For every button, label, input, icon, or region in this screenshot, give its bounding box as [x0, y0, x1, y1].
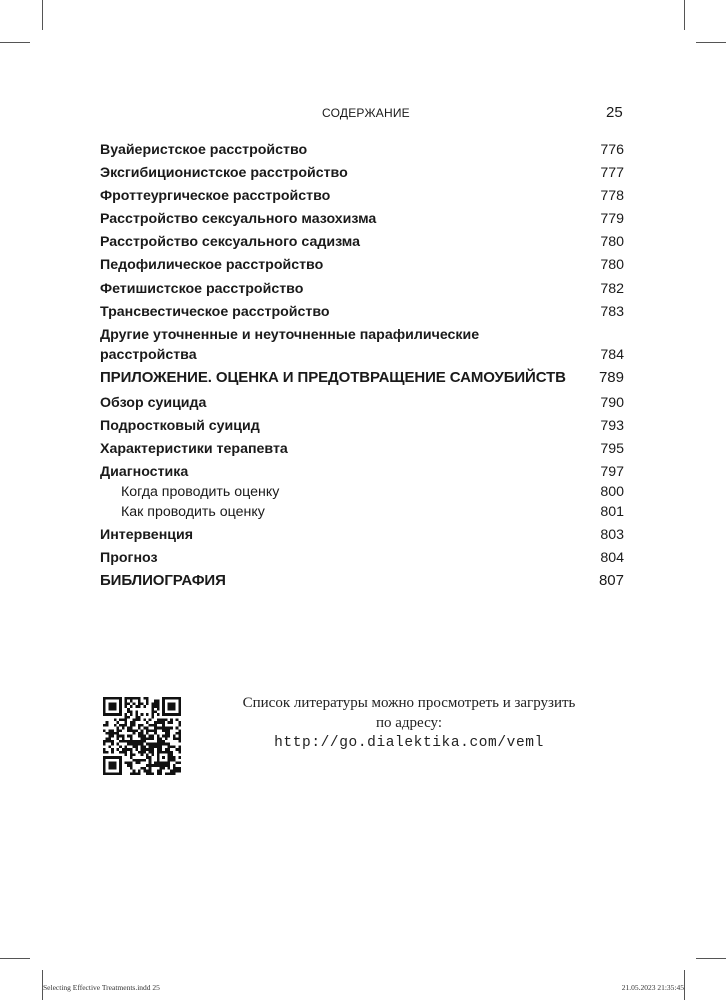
footer-timestamp: 21.05.2023 21:35:45 — [621, 983, 684, 992]
toc-entry[interactable] — [100, 416, 624, 436]
toc-entry-title: Фроттеургическое расстройство — [100, 188, 331, 205]
bibliography-note-line: по адресу: — [375, 715, 443, 731]
toc-entry[interactable] — [100, 232, 624, 252]
crop-mark — [42, 0, 43, 30]
table-of-contents — [100, 140, 624, 596]
toc-entry-page: 784 — [600, 346, 624, 363]
toc-entry[interactable] — [100, 163, 624, 183]
toc-subentry-title: Когда проводить оценку — [121, 484, 280, 501]
crop-mark — [0, 958, 30, 959]
crop-mark — [696, 958, 726, 959]
toc-entry-title: Обзор суицида — [100, 394, 207, 411]
toc-entry-page: 801 — [600, 504, 624, 521]
crop-mark — [684, 0, 685, 30]
toc-entry[interactable] — [100, 548, 624, 568]
toc-entry-page: 793 — [600, 417, 624, 434]
crop-mark — [696, 42, 726, 43]
toc-entry-page: 800 — [600, 484, 624, 501]
toc-entry-title: Эксгибиционистское расстройство — [100, 165, 348, 182]
toc-entry[interactable] — [100, 393, 624, 413]
toc-entry-section[interactable] — [100, 571, 624, 591]
bibliography-url-link[interactable]: http://go.dialektika.com/veml — [274, 735, 544, 751]
footer-file-name: Selecting Effective Treatments.indd 25 — [43, 983, 160, 992]
toc-entry-title: Диагностика — [100, 464, 189, 481]
page-number: 25 — [606, 104, 623, 121]
running-head — [0, 104, 726, 124]
toc-entry-title: Подростковый суицид — [100, 417, 260, 434]
running-head-title: СОДЕРЖАНИЕ — [322, 106, 410, 120]
toc-entry-page: 780 — [600, 257, 624, 274]
toc-entry-title: Трансвестическое расстройство — [100, 303, 330, 320]
toc-entry-title: Расстройство сексуального садизма — [100, 234, 360, 251]
toc-entry-page: 797 — [600, 464, 624, 481]
toc-entry-page: 804 — [600, 550, 624, 567]
toc-entry[interactable] — [100, 186, 624, 206]
toc-entry-title: Педофилическое расстройство — [100, 257, 324, 274]
toc-entry[interactable] — [100, 439, 624, 459]
toc-entry[interactable] — [100, 462, 624, 482]
toc-entry-page: 779 — [600, 211, 624, 228]
toc-subentry[interactable] — [100, 502, 624, 522]
crop-mark — [0, 42, 30, 43]
toc-entry[interactable] — [100, 209, 624, 229]
toc-entry-page: 795 — [600, 441, 624, 458]
toc-entry-title: Вуайеристское расстройство — [100, 142, 308, 158]
toc-entry-title: Другие уточненные и неуточненные парафилические расстройства — [100, 326, 480, 363]
toc-entry-page: 807 — [598, 572, 624, 590]
toc-entry[interactable] — [100, 255, 624, 275]
toc-entry-page: 790 — [600, 394, 624, 411]
toc-entry-title: Интервенция — [100, 527, 193, 544]
toc-entry-title: Расстройство сексуального мазохизма — [100, 211, 377, 228]
toc-entry[interactable] — [100, 302, 624, 322]
bibliography-note-line: Список литературы можно просмотреть и загрузить — [242, 695, 576, 711]
toc-entry-title: Характеристики терапевта — [100, 441, 288, 458]
toc-entry-page: 778 — [600, 188, 624, 205]
toc-entry-title: Прогноз — [100, 550, 158, 567]
toc-entry-page: 777 — [600, 165, 624, 182]
toc-subentry[interactable] — [100, 482, 624, 502]
qr-code-icon[interactable] — [103, 697, 181, 775]
print-footer — [0, 983, 726, 995]
toc-entry-page: 780 — [600, 234, 624, 251]
toc-entry-title: ПРИЛОЖЕНИЕ. ОЦЕНКА И ПРЕДОТВРАЩЕНИЕ САМОУБИЙСТВ — [100, 368, 566, 386]
toc-entry-page: 782 — [600, 280, 624, 297]
toc-entry-title: БИБЛИОГРАФИЯ — [100, 572, 226, 590]
toc-entry-page: 803 — [600, 527, 624, 544]
toc-entry-section[interactable] — [100, 368, 624, 388]
toc-entry-title: Фетишистское расстройство — [100, 280, 304, 297]
toc-entry[interactable] — [100, 525, 624, 545]
bibliography-note — [200, 693, 618, 753]
toc-entry[interactable] — [100, 325, 624, 365]
toc-entry[interactable] — [100, 140, 624, 160]
qr-code-graphic — [103, 697, 181, 775]
toc-subentry-title: Как проводить оценку — [121, 504, 265, 521]
toc-entry-page: 783 — [600, 303, 624, 320]
toc-entry[interactable] — [100, 279, 624, 299]
toc-entry-page: 776 — [600, 142, 624, 158]
toc-entry-page: 789 — [598, 368, 624, 386]
